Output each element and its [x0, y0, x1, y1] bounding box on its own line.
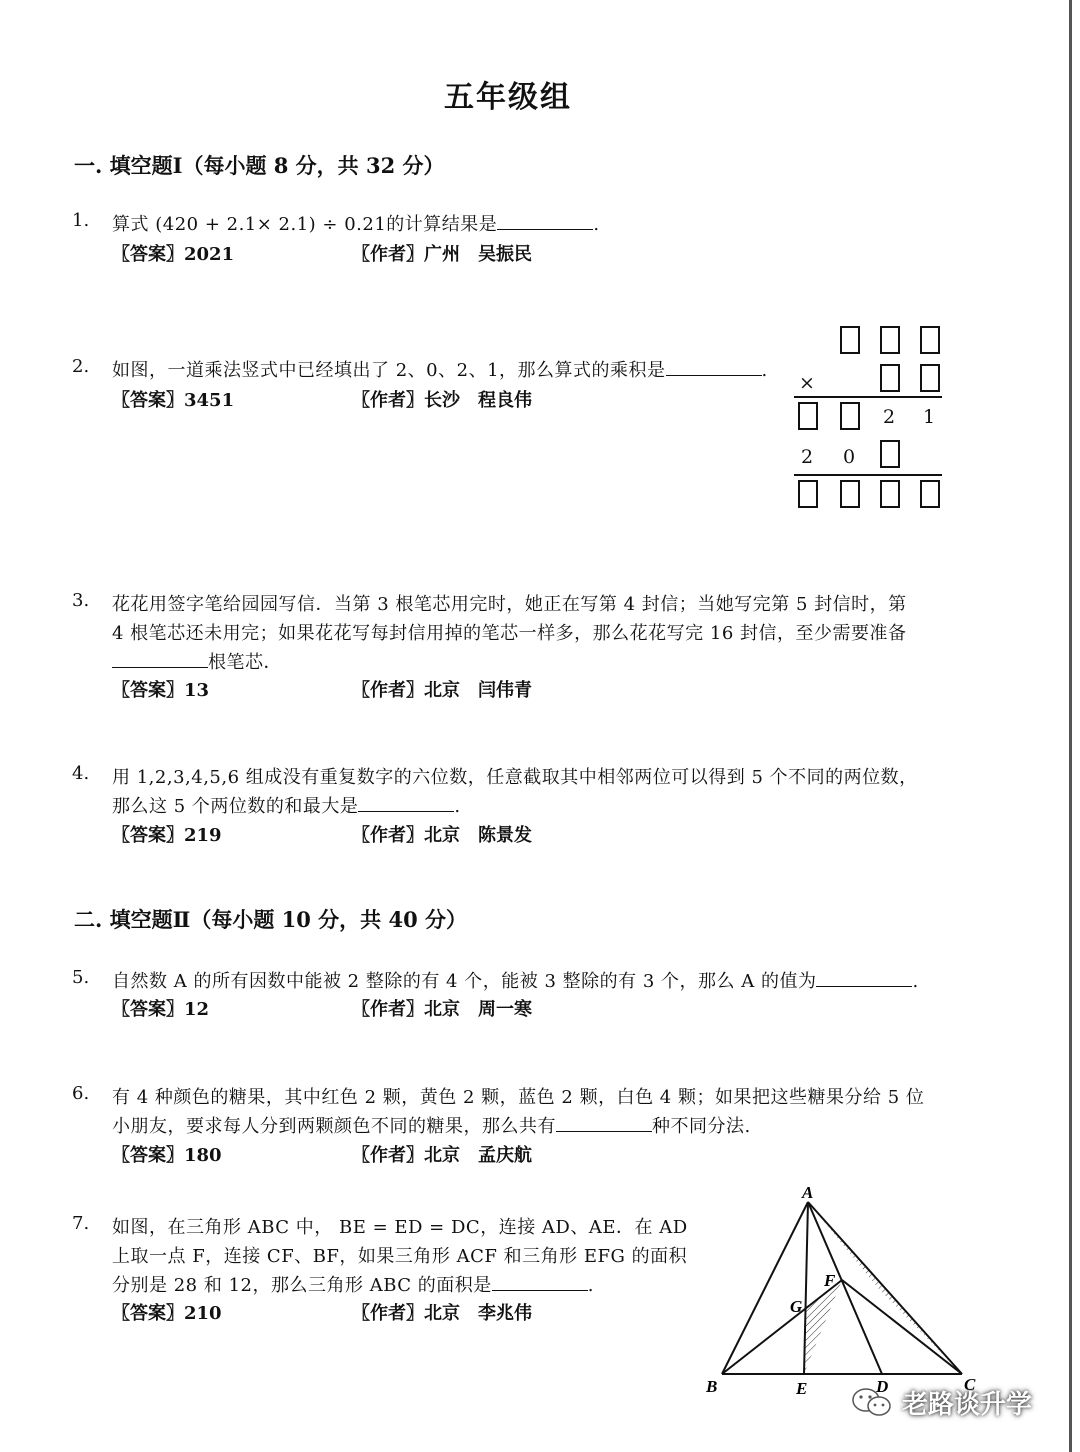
- side-ab: [722, 1202, 808, 1374]
- question-text: 上取一点 F，连接 CF、BF，如果三角形 ACF 和三角形 EFG 的面积: [112, 1246, 688, 1267]
- label-f: F: [824, 1271, 836, 1290]
- digit-box: [840, 480, 860, 508]
- label-a: A: [802, 1183, 814, 1202]
- question-number: 6.: [72, 1083, 90, 1104]
- question-text: 根笔芯．: [112, 648, 282, 674]
- digit: 2: [800, 446, 814, 468]
- question-text: 用 1,2,3,4,5,6 组成没有重复数字的六位数，任意截取其中相邻两位可以得到 5 个不同的两位数，: [112, 767, 918, 788]
- rule-line: [794, 474, 942, 476]
- author: 〖作者〗北京 李兆伟: [352, 1303, 532, 1324]
- segment-ad: [808, 1202, 882, 1374]
- digit: 2: [882, 406, 896, 428]
- multiplication-figure: [790, 318, 950, 518]
- digit-box: [920, 326, 940, 354]
- question-number: 5.: [72, 967, 90, 988]
- page-title: 五年级组: [444, 80, 572, 115]
- digit-box: [880, 364, 900, 392]
- digit: 0: [842, 446, 856, 468]
- question-text: 分别是 28 和 12，那么三角形 ABC 的面积是 .: [112, 1271, 594, 1297]
- answer: 〖答案〗210: [112, 1303, 222, 1324]
- author: 〖作者〗长沙 程良伟: [352, 390, 532, 411]
- answer: 〖答案〗180: [112, 1145, 222, 1166]
- author: 〖作者〗北京 陈景发: [352, 825, 532, 846]
- author: 〖作者〗北京 闫伟青: [352, 680, 532, 701]
- segment-cf: [842, 1280, 962, 1374]
- question-text: 花花用签字笔给园园写信．当第 3 根笔芯用完时，她正在写第 4 封信；当她写完第 5 封信时，第: [112, 594, 907, 615]
- question-text: 如图，在三角形 ABC 中， BE = ED = DC，连接 AD、AE．在 AD: [112, 1217, 688, 1238]
- label-e: E: [796, 1379, 808, 1398]
- digit-box: [840, 402, 860, 430]
- label-c: C: [964, 1375, 976, 1394]
- question-text: 有 4 种颜色的糖果，其中红色 2 颗，黄色 2 颗，蓝色 2 颗，白色 4 颗；如果把这些糖果分给 5 位: [112, 1087, 925, 1108]
- section-heading-2: 二. 填空题Ⅱ（每小题 10 分，共 40 分）: [74, 907, 468, 932]
- page-edge: [1069, 0, 1072, 1452]
- digit-box: [920, 480, 940, 508]
- author: 〖作者〗广州 吴振民: [352, 244, 532, 265]
- question-number: 1.: [72, 210, 90, 231]
- wechat-icon: [850, 1386, 894, 1418]
- label-b: B: [706, 1377, 718, 1396]
- question-text: 自然数 A 的所有因数中能被 2 整除的有 4 个，能被 3 整除的有 3 个，那么 A 的值为 .: [112, 967, 919, 993]
- digit-box: [798, 480, 818, 508]
- answer: 〖答案〗219: [112, 825, 222, 846]
- question-number: 2.: [72, 356, 90, 377]
- digit-box: [880, 326, 900, 354]
- author: 〖作者〗北京 孟庆航: [352, 1145, 532, 1166]
- question-number: 3.: [72, 590, 90, 611]
- segment-bf: [722, 1280, 842, 1374]
- digit-box: [880, 440, 900, 468]
- watermark: [850, 1382, 1070, 1422]
- answer: 〖答案〗13: [112, 680, 210, 701]
- label-g: G: [790, 1297, 803, 1316]
- question-number: 7.: [72, 1213, 90, 1234]
- question-text: 算式 (420 + 2.1× 2.1) ÷ 0.21的计算结果是 .: [112, 210, 600, 236]
- author: 〖作者〗北京 周一寒: [352, 999, 532, 1020]
- times-sign: ×: [799, 372, 815, 394]
- answer: 〖答案〗3451: [112, 390, 235, 411]
- rule-line: [794, 396, 942, 398]
- digit-box: [798, 402, 818, 430]
- triangle-figure: [690, 1180, 1020, 1400]
- label-d: D: [876, 1377, 889, 1396]
- answer: 〖答案〗2021: [112, 244, 235, 265]
- digit-box: [840, 326, 860, 354]
- question-text: 如图，一道乘法竖式中已经填出了 2、0、2、1，那么算式的乘积是 .: [112, 356, 768, 382]
- question-text: 小朋友，要求每人分到两颗颜色不同的糖果，那么共有 种不同分法.: [112, 1112, 751, 1138]
- digit-box: [920, 364, 940, 392]
- question-text: 那么这 5 个两位数的和最大是 .: [112, 792, 461, 818]
- question-number: 4.: [72, 763, 90, 784]
- section-heading-1: 一. 填空题Ⅰ（每小题 8 分，共 32 分）: [74, 153, 445, 178]
- digit: 1: [922, 406, 936, 428]
- watermark-text: 老路谈升学: [902, 1389, 1033, 1420]
- digit-box: [880, 480, 900, 508]
- question-text: 4 根笔芯还未用完；如果花花写每封信用掉的笔芯一样多，那么花花写完 16 封信，至少需要准备: [112, 623, 907, 644]
- answer: 〖答案〗12: [112, 999, 210, 1020]
